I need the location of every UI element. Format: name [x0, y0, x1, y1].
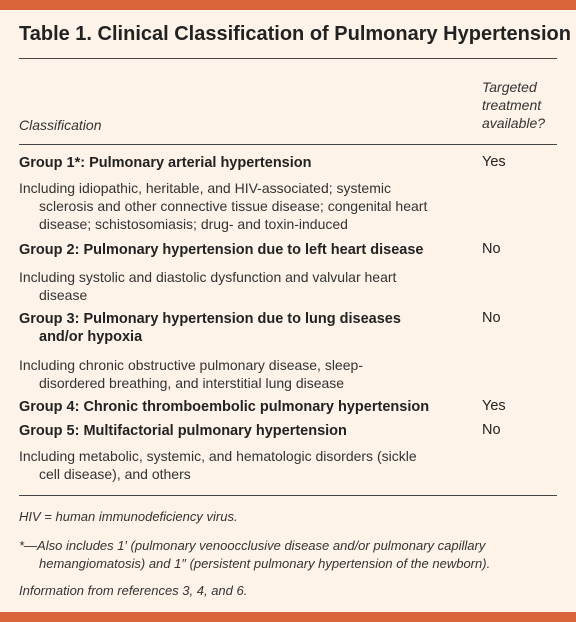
group-3-label-continued: and/or hypoxia [39, 329, 143, 345]
description-line: Including chronic obstructive pulmonary disease, sleep- [19, 357, 363, 373]
top-accent-bar [0, 0, 576, 10]
group-5-availability: No [482, 422, 501, 438]
group-1-description [19, 179, 469, 233]
title-divider [19, 58, 557, 59]
footnote-source: Information from references 3, 4, and 6. [19, 583, 248, 598]
footer-divider [19, 495, 557, 496]
group-1-heading [19, 154, 469, 172]
group-1-label: Group 1*: Pulmonary arterial hypertension [19, 155, 312, 171]
header-available-line: available? [482, 115, 546, 131]
footnote-line: hemangiomatosis) and 1″ (persistent pulmonary hypertension of the newborn). [39, 556, 491, 571]
group-5-label: Group 5: Multifactorial pulmonary hypertension [19, 423, 347, 439]
header-available-line: treatment [482, 97, 542, 113]
description-line: Including systolic and diastolic dysfunction and valvular heart [19, 269, 397, 285]
header-classification: Classification [19, 117, 102, 133]
group-4-availability: Yes [482, 398, 506, 414]
group-3-heading [19, 310, 469, 346]
group-3-description [19, 356, 469, 392]
header-divider [19, 144, 557, 145]
group-3-label: Group 3: Pulmonary hypertension due to lung diseases [19, 311, 401, 327]
footnote-line: *—Also includes 1′ (pulmonary venoocclusive disease and/or pulmonary capillary [19, 538, 486, 553]
description-line: Including idiopathic, heritable, and HIV-associated; systemic [19, 180, 391, 196]
description-line: disordered breathing, and interstitial lung disease [39, 375, 345, 391]
group-3-availability: No [482, 310, 501, 326]
group-2-label: Group 2: Pulmonary hypertension due to left heart disease [19, 242, 424, 258]
description-line: sclerosis and other connective tissue disease; congenital heart [39, 198, 428, 214]
group-5-description [19, 447, 469, 483]
description-line: Including metabolic, systemic, and hematologic disorders (sickle [19, 448, 417, 464]
group-2-description [19, 268, 469, 304]
group-4-heading [19, 398, 469, 416]
bottom-accent-bar [0, 612, 576, 622]
description-line: disease; schistosomiasis; drug- and toxin-induced [39, 216, 348, 232]
group-2-heading [19, 241, 469, 259]
header-treatment-available [482, 78, 545, 132]
description-line: disease [39, 287, 88, 303]
group-1-availability: Yes [482, 154, 506, 170]
footnote-hiv: HIV = human immunodeficiency virus. [19, 509, 238, 524]
header-available-line: Targeted [482, 79, 537, 95]
description-line: cell disease), and others [39, 466, 191, 482]
group-4-label: Group 4: Chronic thromboembolic pulmonary hypertension [19, 399, 430, 415]
table-title: Table 1. Clinical Classification of Pulmonary Hypertension [19, 23, 571, 45]
group-2-availability: No [482, 241, 501, 257]
group-5-heading [19, 422, 469, 440]
footnote-asterisk [19, 537, 490, 573]
